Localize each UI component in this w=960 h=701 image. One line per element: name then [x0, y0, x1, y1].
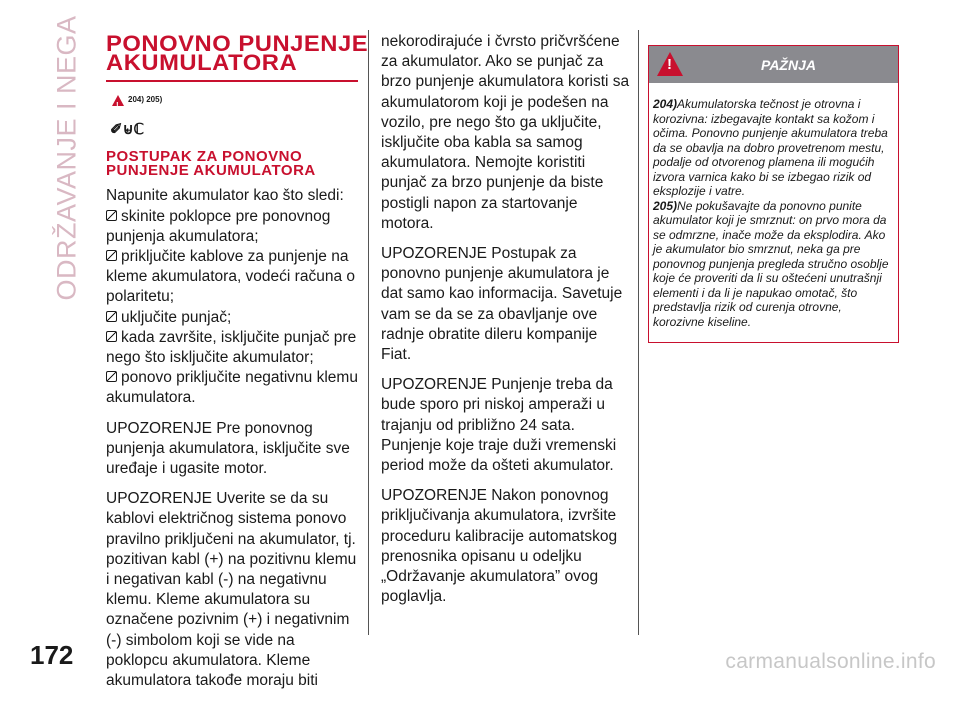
footer-watermark: carmanualsonline.info — [725, 650, 936, 673]
warning-item-205 — [653, 199, 892, 330]
tools-icon: ✐⊌ℂ — [110, 121, 145, 139]
paragraph-warning-2: UPOZORENJE Uverite se da su kablovi električnog sistema ponovo pravilno priključeni na akumulator, tj. pozitivan kabl (+) na pozitivnu klemu i negativan kabl (-) na negativnu klemu. Kleme akumulatora su označene pozivnim (+) i negativnim (-) simbolom koji se vide na poklopcu akumulatora. Kleme akumulatora takođe moraju biti — [106, 490, 357, 690]
warning-item-text: Ne pokušavajte da ponovno punite akumulator koji je smrznut: on prvo mora da se odmrzne, inače može da eksplodira. Ako je akumulator bio smrznut, neka ga pre ponovnog punjenja pregleda stručno osoblje koje će proveriti da li su oštećeni unutrašnji elementi i da li je napukao omotač, što predstavlja rizik od curenja otrovne, korozivne kiseline. — [653, 198, 889, 329]
warning-item-number: 204) — [653, 97, 678, 111]
side-title-text: ODRŽAVANJE I NEGA — [51, 15, 82, 301]
column-divider-right — [638, 30, 639, 635]
warning-box-body — [649, 83, 898, 329]
step-list — [106, 207, 358, 409]
warning-refs — [112, 90, 358, 110]
warning-item-text: Akumulatorska tečnost je otrovna i korozivna: izbegavajte kontakt sa kožom i očima. Ponovno punjenje akumulatora treba da se obavlja na dobro provetrenom mestu, podalje od otvorenog plamena ili mogućih izvora varnica kako bi se izbegao rizik od eksplozije i vatre. — [653, 97, 888, 198]
list-item — [106, 328, 358, 368]
checkbox-bullet-icon — [106, 210, 117, 221]
side-section-title — [48, 15, 86, 301]
checkbox-bullet-icon — [106, 311, 117, 322]
list-item — [106, 308, 358, 328]
warning-triangle-icon — [112, 95, 124, 106]
title-rule — [106, 80, 358, 82]
warning-box-header — [649, 46, 898, 83]
warning-box — [648, 45, 899, 343]
checkbox-bullet-icon — [106, 371, 117, 382]
page-number: 172 — [30, 640, 74, 670]
checkbox-bullet-icon — [106, 250, 117, 261]
paragraph-warning-5: UPOZORENJE Nakon ponovnog priključivanja akumulatora, izvršite proceduru kalibracije automatskog prenosnika opisanu u odeljku „Održavanje akumulatora” ovog poglavlja. — [381, 487, 618, 606]
list-item — [106, 247, 358, 308]
paragraph-warning-1: UPOZORENJE Pre ponovnog punjenja akumulatora, isključite sve uređaje i ugasite motor. — [106, 419, 350, 478]
step-text: skinite poklopce pre ponovnog punjenja akumulatora; — [106, 207, 331, 245]
step-text: ponovo priključite negativnu klemu akumulatora. — [106, 369, 358, 407]
step-text: priključite kablove za punjenje na kleme akumulatora, vodeći računa o polaritetu; — [106, 248, 355, 306]
column-two — [381, 32, 631, 617]
section-subtitle: POSTUPAK ZA PONOVNO PUNJENJE AKUMULATORA — [106, 148, 316, 180]
list-item — [106, 207, 358, 247]
step-text: uključite punjač; — [121, 308, 232, 326]
column-one — [106, 26, 369, 701]
checkbox-bullet-icon — [106, 331, 117, 342]
warning-item-204 — [653, 97, 892, 199]
warning-refs-text: 204) 205) — [128, 95, 163, 104]
list-item — [106, 368, 358, 408]
step-text: kada završite, isključite punjač pre nego što isključite akumulator; — [106, 328, 357, 367]
warning-box-title: PAŽNJA — [761, 56, 816, 73]
intro-text: Napunite akumulator kao što sledi: — [106, 187, 344, 205]
column-divider-left — [368, 30, 369, 635]
paragraph-warning-4: UPOZORENJE Punjenje treba da bude sporo pri niskoj amperaži u trajanju od približno 24 sata. Punjenje koje traje duži vremenski period može da ošteti akumulator. — [381, 376, 617, 475]
section-title: PONOVNO PUNJENJE AKUMULATORA — [106, 31, 369, 75]
warning-item-number: 205) — [653, 198, 678, 213]
paragraph-continued: nekorodirajuće i čvrsto pričvršćene za akumulator. Ako se punjač za brzo punjenje akumulatora koristi sa akumulatorom koji je podešen na vozilo, pre nego što ga uključite, isključite oba kabla sa samog akumulatora. Nemojte koristiti punjač za brzo punjenje da biste postigli napon za startovanje motora. — [381, 33, 630, 232]
paragraph-warning-3: UPOZORENJE Postupak za ponovno punjenje akumulatora je dat samo kao informacija. Savetuje vam se da se za obavljanje ove radnje obratite dileru kompanije Fiat. — [381, 245, 623, 364]
